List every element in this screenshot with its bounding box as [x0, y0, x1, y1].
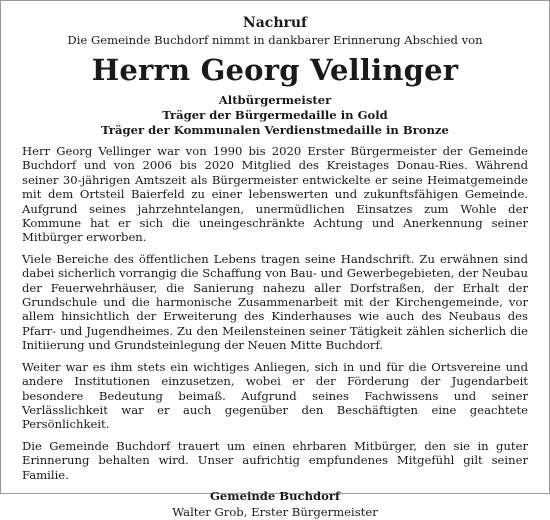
obituary-notice	[22, 14, 528, 520]
body-paragraph: Weiter war es ihm stets ein wichtiges Anliegen, sich in und für die Ortsvereine und andere Institutionen einzusetzen, wobei er der Förderung der Jugendarbeit besondere Bedeutung beimaß. Aufgrund seines Fachwissens und seiner Verlässlichkeit war er auch gegenüber den Beschäftigten eine geachtete Persönlichkeit.	[22, 359, 528, 432]
title-line: Altbürgermeister	[218, 93, 332, 107]
notice-intro: Die Gemeinde Buchdorf nimmt in dankbarer Erinnerung Abschied von	[67, 33, 483, 47]
body-paragraph: Viele Bereiche des öffentlichen Lebens tragen seine Handschrift. Zu erwähnen sind dabei sicherlich vorrangig die Schaffung von Bau- und Gewerbegebieten, der Neubau der Feuerwehrhäuser, die Sanierung nahezu aller Dorfstraßen, der Erhalt der Grundschule und die harmonische Zusammenarbeit mit der Kirchengemeinde, vor allem hinsichtlich der Erweiterung des Kinderhauses wie auch des Neubaus des Pfarr- und Jugendheimes. Zu den Meilensteinen seiner Tätigkeit zählen sicherlich die Initiierung und Grundsteinlegung der Neuen Mitte Buchdorf.	[22, 251, 528, 353]
notice-heading: Nachruf	[242, 15, 308, 31]
title-line: Träger der Bürgermedaille in Gold	[162, 108, 388, 122]
body-paragraph: Herr Georg Vellinger war von 1990 bis 2020 Erster Bürgermeister der Gemeinde Buchdorf und von 2006 bis 2020 Mitglied des Kreistages Donau-Ries. Während seiner 30-jährigen Amtszeit als Bürgermeister entwickelte er seine Heimatgemeinde mit dem Ortsteil Baierfeld zu einer lebenswerten und zukunftsfähigen Gemeinde. Aufgrund seines jahrzehntelangen, unermüdlichen Einsatzes zum Wohle der Kommune hat er sich die uneingeschränkte Achtung und Anerkennung seiner Mitbürger erworben.	[22, 144, 528, 245]
honorary-titles	[22, 93, 528, 138]
deceased-name: Herrn Georg Vellinger	[91, 53, 459, 87]
signature-person: Walter Grob, Erster Bürgermeister	[172, 504, 378, 519]
signature-organization: Gemeinde Buchdorf	[210, 488, 340, 503]
body-paragraph: Die Gemeinde Buchdorf trauert um einen ehrbaren Mitbürger, den sie in guter Erinnerung behalten wird. Unser aufrichtig empfundenes Mitgefühl gilt seiner Familie.	[22, 438, 528, 482]
title-line: Träger der Kommunalen Verdienstmedaille in Bronze	[101, 123, 449, 137]
